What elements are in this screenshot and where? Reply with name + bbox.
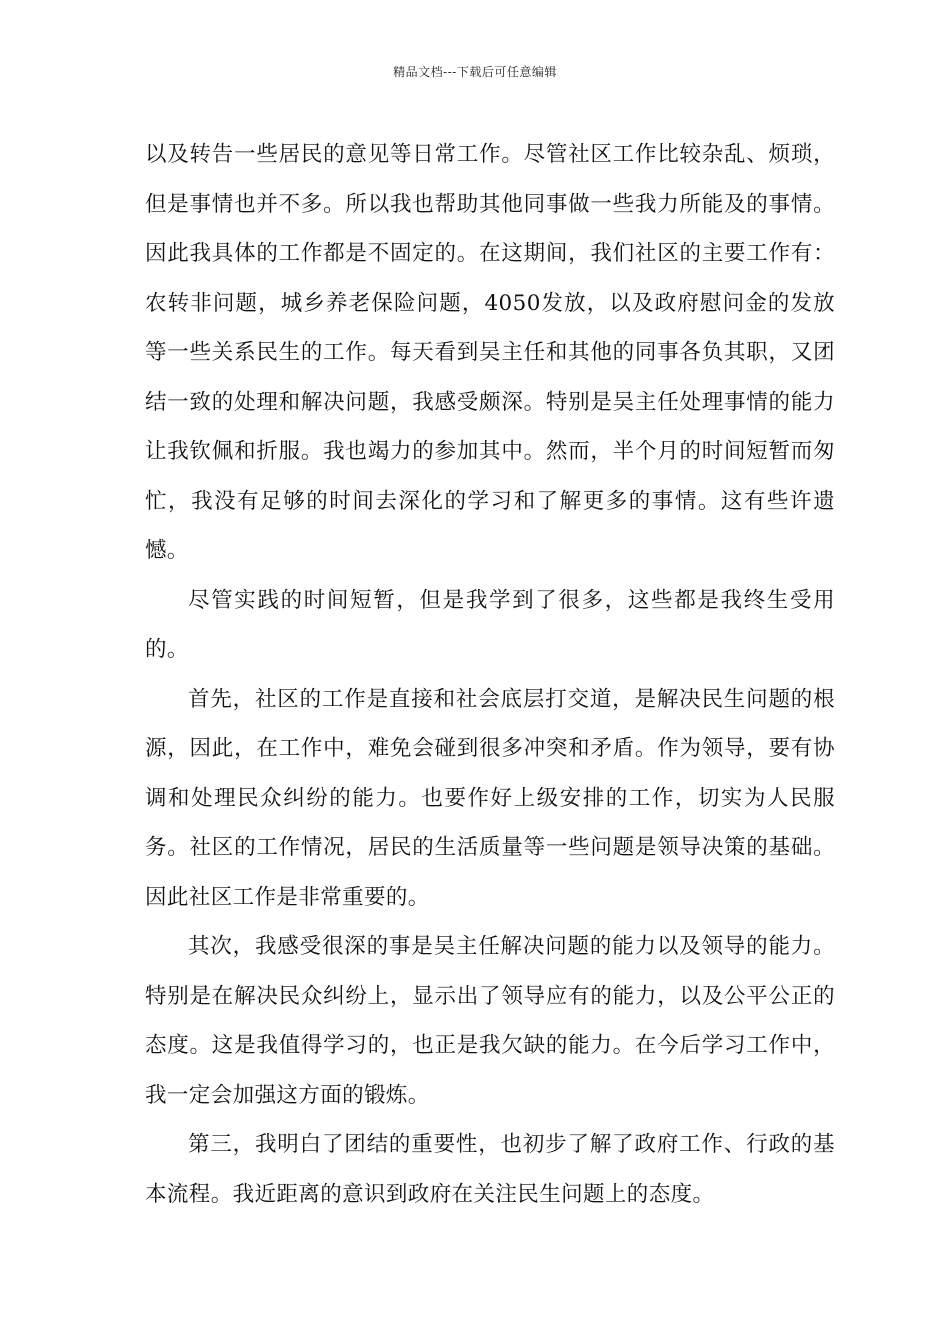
paragraph-3: 首先，社区的工作是直接和社会底层打交道，是解决民生问题的根源，因此，在工作中，难免会碰到很多冲突和矛盾。作为领导，要有协调和处理民众纠纷的能力。也要作好上级安排的工作，切实为人民服务。社区的工作情况，居民的生活质量等一些问题是领导决策的基础。因此社区工作是非常重要的。 (145, 686, 835, 910)
paragraph-2: 尽管实践的时间短暂，但是我学到了很多，这些都是我终生受用的。 (145, 587, 835, 662)
page-header: 精品文档---下载后可任意编辑 (393, 65, 557, 79)
paragraph-1: 以及转告一些居民的意见等日常工作。尽管社区工作比较杂乱、烦琐，但是事情也并不多。所以我也帮助其他同事做一些我力所能及的事情。因此我具体的工作都是不固定的。在这期间，我们社区的主要工作有：农转非问题，城乡养老保险问题，4050发放，以及政府慰问金的发放等一些关系民生的工作。每天看到吴主任和其他的同事各负其职，又团结一致的处理和解决问题，我感受颇深。特别是吴主任处理事情的能力让我钦佩和折服。我也竭力的参加其中。然而，半个月的时间短暂而匆忙，我没有足够的时间去深化的学习和了解更多的事情。这有些许遗憾。 (145, 142, 835, 563)
document-body (145, 130, 835, 1219)
paragraph-5: 第三，我明白了团结的重要性，也初步了解了政府工作、行政的基本流程。我近距离的意识到政府在关注民生问题上的态度。 (145, 1132, 835, 1207)
paragraph-4: 其次，我感受很深的事是吴主任解决问题的能力以及领导的能力。特别是在解决民众纠纷上，显示出了领导应有的能力，以及公平公正的态度。这是我值得学习的，也正是我欠缺的能力。在今后学习工作中，我一定会加强这方面的锻炼。 (145, 934, 835, 1108)
